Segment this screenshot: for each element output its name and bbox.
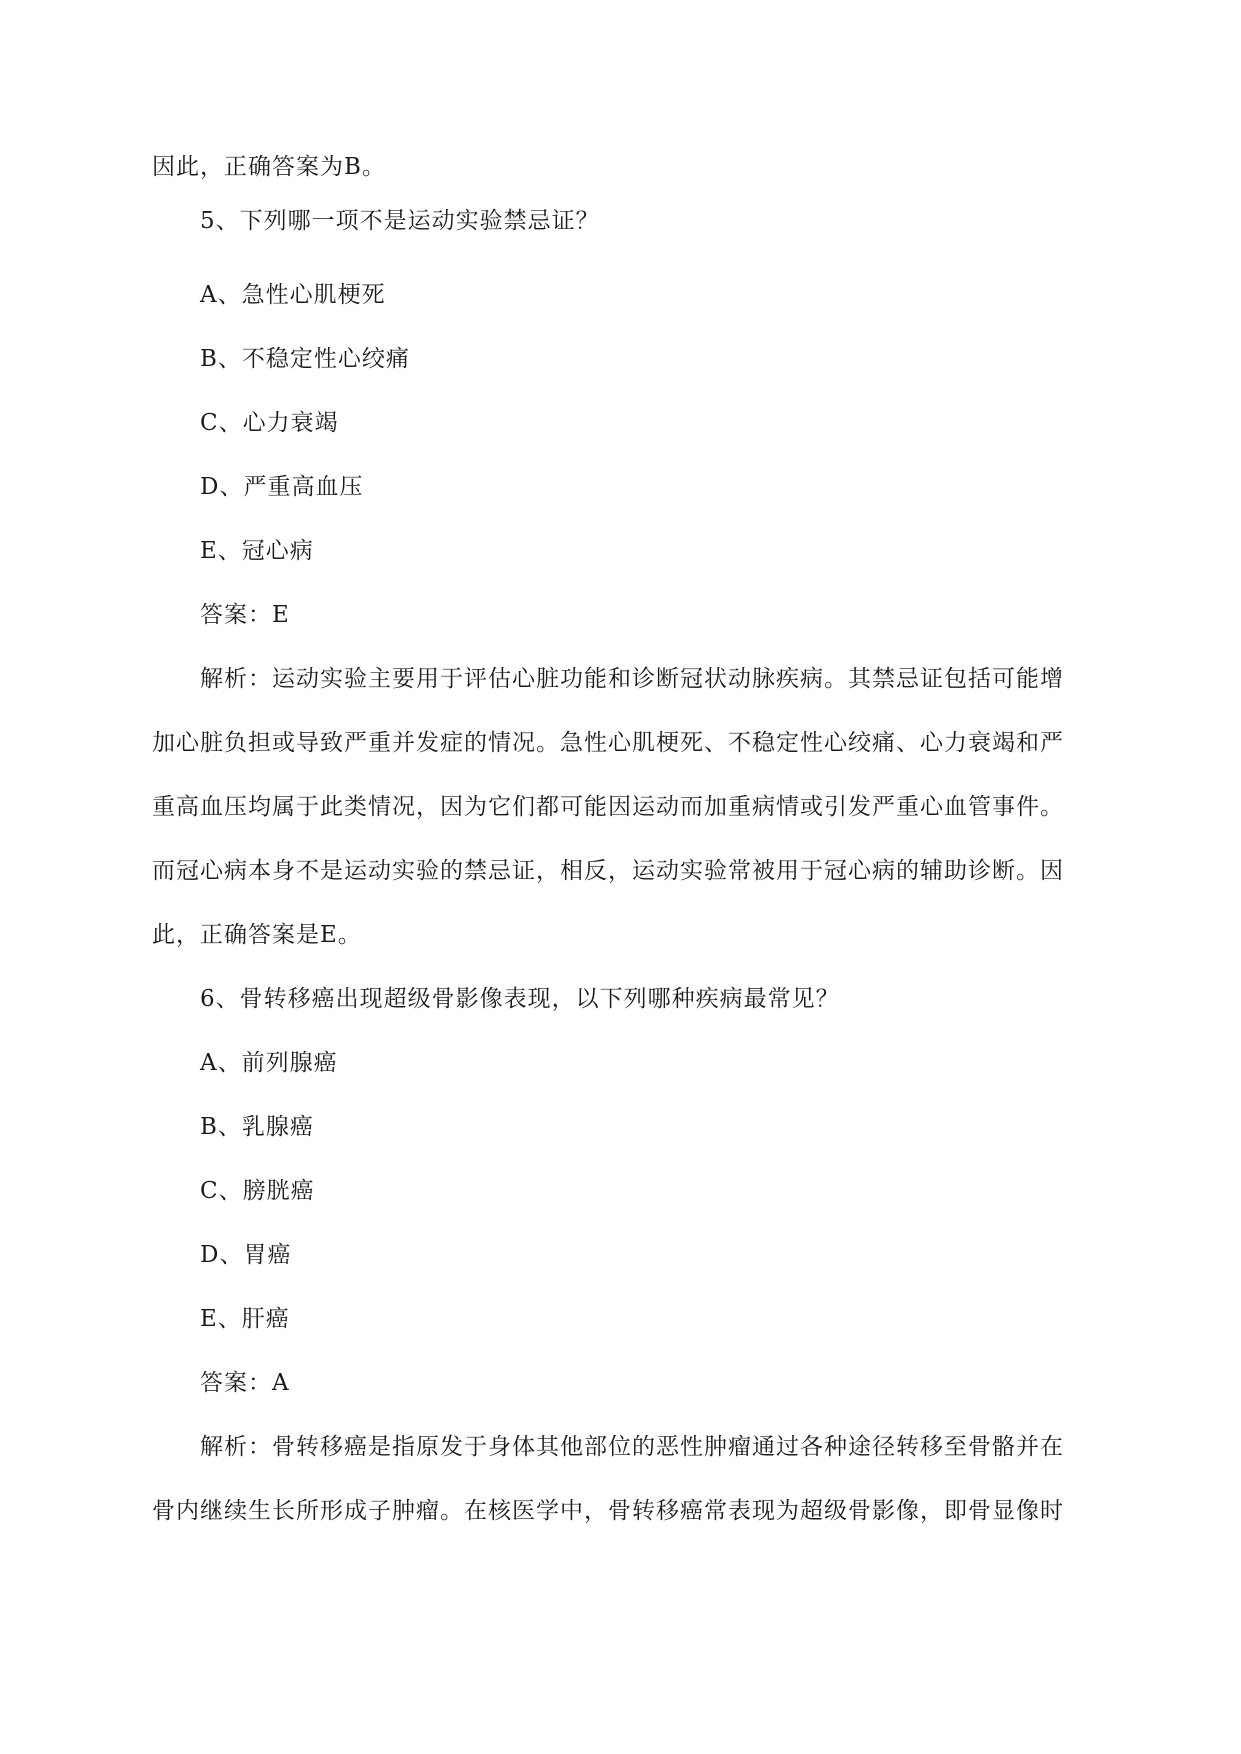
question-5-option-a: A、急性心肌梗死	[200, 282, 386, 308]
question-6-stem: 6、骨转移癌出现超级骨影像表现，以下列哪种疾病最常见？	[200, 986, 840, 1012]
question-5-explanation-line-3: 重高血压均属于此类情况，因为它们都可能因运动而加重病情或引发严重心血管事件。	[152, 794, 1064, 820]
question-5-option-b: B、不稳定性心绞痛	[200, 346, 410, 372]
question-6-option-d: D、胃癌	[200, 1242, 292, 1268]
question-5-stem: 5、下列哪一项不是运动实验禁忌证？	[200, 208, 600, 234]
question-5-explanation-line-4: 而冠心病本身不是运动实验的禁忌证，相反，运动实验常被用于冠心病的辅助诊断。因	[152, 858, 1064, 884]
question-5-option-d: D、严重高血压	[200, 474, 364, 500]
question-6-option-b: B、乳腺癌	[200, 1114, 314, 1140]
question-6-option-a: A、前列腺癌	[200, 1050, 338, 1076]
question-6-explanation-line-1: 解析：骨转移癌是指原发于身体其他部位的恶性肿瘤通过各种途径转移至骨骼并在	[200, 1434, 1064, 1460]
question-5-option-c: C、心力衰竭	[200, 410, 339, 436]
question-5-explanation-line-2: 加心脏负担或导致严重并发症的情况。急性心肌梗死、不稳定性心绞痛、心力衰竭和严	[152, 730, 1064, 756]
question-6-answer: 答案：A	[200, 1370, 290, 1396]
question-5-explanation-line-5: 此，正确答案是E。	[152, 922, 362, 948]
question-5-answer: 答案：E	[200, 602, 290, 628]
question-6-explanation-line-2: 骨内继续生长所形成子肿瘤。在核医学中，骨转移癌常表现为超级骨影像，即骨显像时	[152, 1498, 1064, 1524]
question-5-explanation-line-1: 解析：运动实验主要用于评估心脏功能和诊断冠状动脉疾病。其禁忌证包括可能增	[200, 666, 1064, 692]
question-6-option-e: E、肝癌	[200, 1306, 290, 1332]
previous-conclusion-line: 因此，正确答案为B。	[152, 154, 386, 180]
question-5-option-e: E、冠心病	[200, 538, 314, 564]
question-6-option-c: C、膀胱癌	[200, 1178, 315, 1204]
